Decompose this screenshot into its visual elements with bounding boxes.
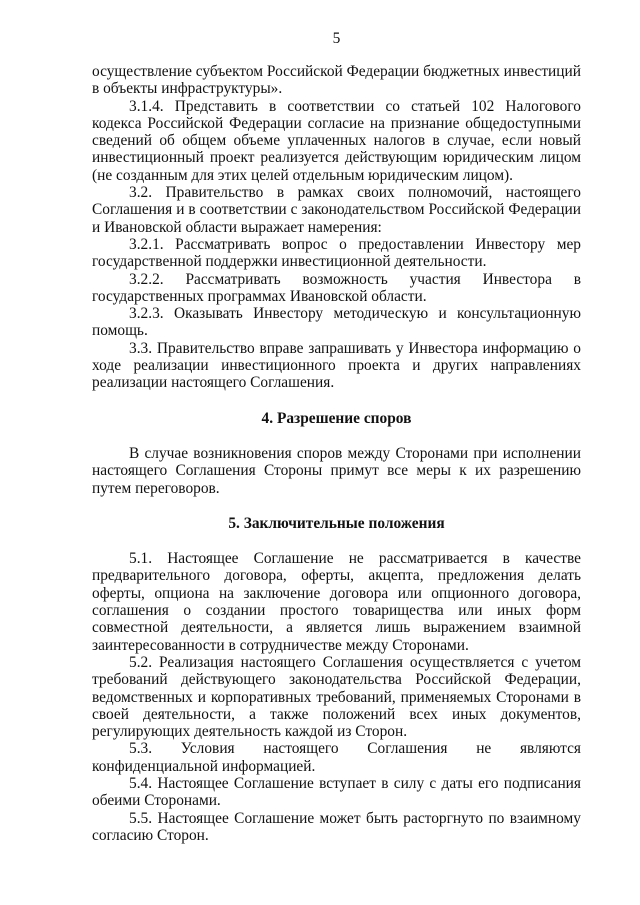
page-number: 5 — [332, 30, 341, 47]
paragraph-5-1: 5.1. Настоящее Соглашение не рассматривается в качестве предварительного договора, оферты, акцепта, предложения делать оферты, опциона на заключение договора или опционного договора, соглашения о создании простого товарищества или иных форм совместной деятельности, а является лишь выражением взаимной заинтересованности в сотрудничестве между Сторонами. — [92, 550, 581, 654]
paragraph-3-1-4: 3.1.4. Представить в соответствии со статьей 102 Налогового кодекса Российской Федерации согласие на признание общедоступными сведений об общем объеме уплаченных налогов в случае, если новый инвестиционный проект реализуется действующим юридическим лицом (не созданным для этих целей отдельным юридическим лицом). — [92, 97, 581, 184]
paragraph-3-2-3: 3.2.3. Оказывать Инвестору методическую и консультационную помощь. — [92, 305, 581, 340]
paragraph-3-3: 3.3. Правительство вправе запрашивать у Инвестора информацию о ходе реализации инвестиционного проекта и других направлениях реализации настоящего Соглашения. — [92, 339, 581, 392]
paragraph-3-2-2: 3.2.2. Рассматривать возможность участия Инвестора в государственных программах Ивановской области. — [92, 270, 581, 305]
paragraph-5-2: 5.2. Реализация настоящего Соглашения осуществляется с учетом требований действующего законодательства Российской Федерации, ведомственных и корпоративных требований, применяемых Сторонами в своей деятельности, а также положений всех иных документов, регулирующих деятельность каждой из Сторон. — [92, 653, 581, 741]
paragraph-5-3: 5.3. Условия настоящего Соглашения не являются конфиденциальной информацией. — [92, 740, 581, 775]
paragraph-3-2: 3.2. Правительство в рамках своих полномочий, настоящего Соглашения и в соответствии с законодательством Российской Федерации и Ивановской области выражает намерения: — [92, 184, 581, 236]
section-5-heading: 5. Заключительные положения — [228, 514, 445, 532]
paragraph-5-4: 5.4. Настоящее Соглашение вступает в силу с даты его подписания обеими Сторонами. — [92, 774, 581, 810]
paragraph-infrastructure-investments: осуществление субъектом Российской Федерации бюджетных инвестиций в объекты инфраструктуры». — [92, 63, 581, 98]
section-4-heading: 4. Разрешение споров — [261, 409, 412, 427]
paragraph-5-5: 5.5. Настоящее Соглашение может быть расторгнуто по взаимному согласию Сторон. — [92, 809, 581, 844]
paragraph-3-2-1: 3.2.1. Рассматривать вопрос о предоставлении Инвестору мер государственной поддержки инвестиционной деятельности. — [92, 235, 581, 271]
paragraph-section-4: В случае возникновения споров между Сторонами при исполнении настоящего Соглашения Стороны примут все меры к их разрешению путем переговоров. — [92, 444, 581, 497]
document-body — [92, 63, 581, 844]
